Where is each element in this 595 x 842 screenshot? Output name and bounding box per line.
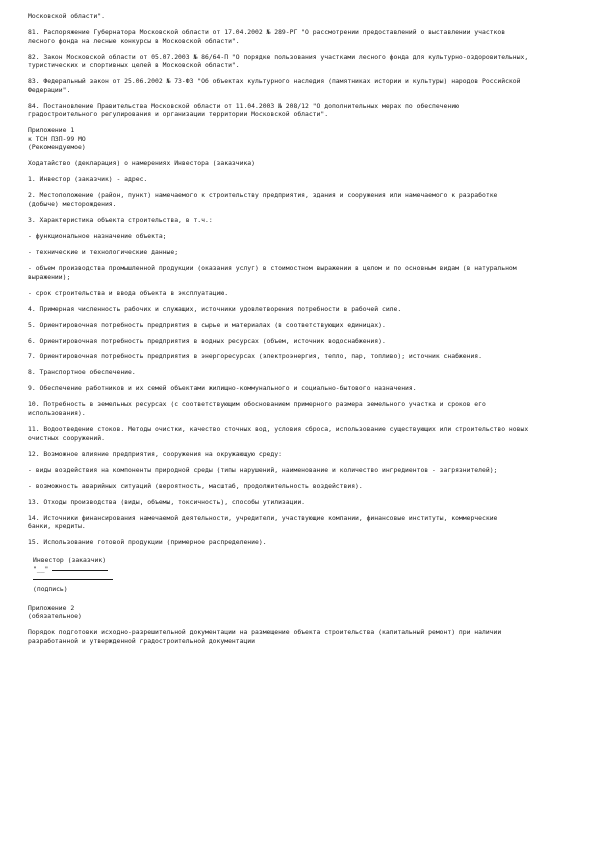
petition-item: 13. Отходы производства (виды, объемы, токсичность), способы утилизации. <box>28 497 306 506</box>
petition-item: 12. Возможное влияние предприятия, сооружения на окружающую среду: <box>28 449 282 458</box>
petition-item: - возможность аварийных ситуаций (вероятность, масштаб, продолжительность воздействия). <box>28 481 363 490</box>
signature-block <box>33 556 568 594</box>
petition-item: 8. Транспортное обеспечение. <box>28 368 136 377</box>
petition-item: 14. Источники финансирования намечаемой деятельности, учредители, участвующие компании, финансовые институты, коммерческие банки, кредиты. <box>28 513 498 531</box>
petition-item: 3. Характеристика объекта строительства, в т.ч.: <box>28 216 213 225</box>
petition-item: 2. Местоположение (район, пункт) намечаемого к строительству предприятия, здания и сооружения или намечаемого к разработке (добыче) месторождения. <box>28 191 498 209</box>
petition-items <box>28 175 568 546</box>
signature-date-prefix: "__" <box>33 565 49 574</box>
petition-item: - технические и технологические данные; <box>28 247 179 256</box>
petition-item: - виды воздействия на компоненты природной среды (типы нарушений, наименование и количество ингредиентов - загрязнителей); <box>28 465 498 474</box>
petition-item: 4. Примерная численность рабочих и служащих, источники удовлетворения потребности в рабочей силе. <box>28 304 402 313</box>
petition-item: 11. Водоотведение стоков. Методы очистки, качество сточных вод, условия сброса, использование существующих или строительство новых очистных сооружений. <box>28 425 529 442</box>
petition-item: - объем производства промышленной продукции (оказания услуг) в стоимостном выражении в целом и по основным видам (в натуральном выражении); <box>28 263 517 281</box>
reference-item: 83. Федеральный закон от 25.06.2002 № 73-ФЗ "Об объектах культурного наследия (памятниках истории и культуры) народов Российской Федерации". <box>28 77 521 94</box>
petition-item: 9. Обеспечение работников и их семей объектами жилищно-коммунального и социально-бытового назначения. <box>28 384 417 393</box>
reference-item: 82. Закон Московской области от 05.07.2003 № 86/64-П "О порядке пользования участками лесного фонда для культурно-оздоровительных, туристических и спортивных целей в Московской области". <box>28 52 529 70</box>
signature-blank-line <box>33 573 113 580</box>
petition-item: - функциональное назначение объекта; <box>28 232 167 240</box>
top-line: Московской области". <box>28 12 105 20</box>
signature-date-row <box>33 564 568 573</box>
reference-item: 84. Постановление Правительства Московской области от 11.04.2003 № 208/12 "О дополнительных мерах по обеспечению градостроительного регулирования и организации территории Московской области". <box>28 101 459 119</box>
signature-role: Инвестор (заказчик) <box>33 555 107 564</box>
references-list <box>28 28 568 119</box>
reference-item: 81. Распоряжение Губернатора Московской области от 17.04.2002 № 289-РГ "О рассмотрении предоставлений о выставлении участков лесного фонда на лесные конкурсы в Московской области". <box>28 27 506 45</box>
signature-caption: (подпись) <box>33 585 68 594</box>
signature-line-row <box>33 573 568 582</box>
petition-item: - срок строительства и ввода объекта в эксплуатацию. <box>28 288 229 297</box>
petition-item: 15. Использование готовой продукции (примерное распределение). <box>28 538 267 547</box>
document-page <box>28 12 568 653</box>
date-blank-line <box>52 564 108 571</box>
appendix-1-header: Приложение 1 к ТСН ПЗП-99 МО (Рекомендуемое) <box>28 126 86 152</box>
petition-item: 5. Ориентировочная потребность предприятия в сырье и материалах (в соответствующих единицах). <box>28 320 386 329</box>
petition-item: 7. Ориентировочная потребность предприятия в энергоресурсах (электроэнергия, тепло, пар, топливо); источник снабжения. <box>28 352 483 361</box>
appendix-2-header: Приложение 2 (обязательное) <box>28 603 82 621</box>
petition-item: 10. Потребность в земельных ресурсах (с соответствующим обоснованием примерного размера земельного участка и сроков его использования). <box>28 400 486 418</box>
petition-item: 1. Инвестор (заказчик) - адрес. <box>28 175 148 184</box>
petition-title: Ходатайство (декларация) о намерениях Инвестора (заказчика) <box>28 159 256 168</box>
petition-item: 6. Ориентировочная потребность предприятия в водных ресурсах (объем, источник водоснабжения). <box>28 336 386 345</box>
final-heading: Порядок подготовки исходно-разрешительной документации на размещение объекта строительства (капитальный ремонт) при наличии разработанной и утвержденной градостроительной документации <box>28 628 502 646</box>
